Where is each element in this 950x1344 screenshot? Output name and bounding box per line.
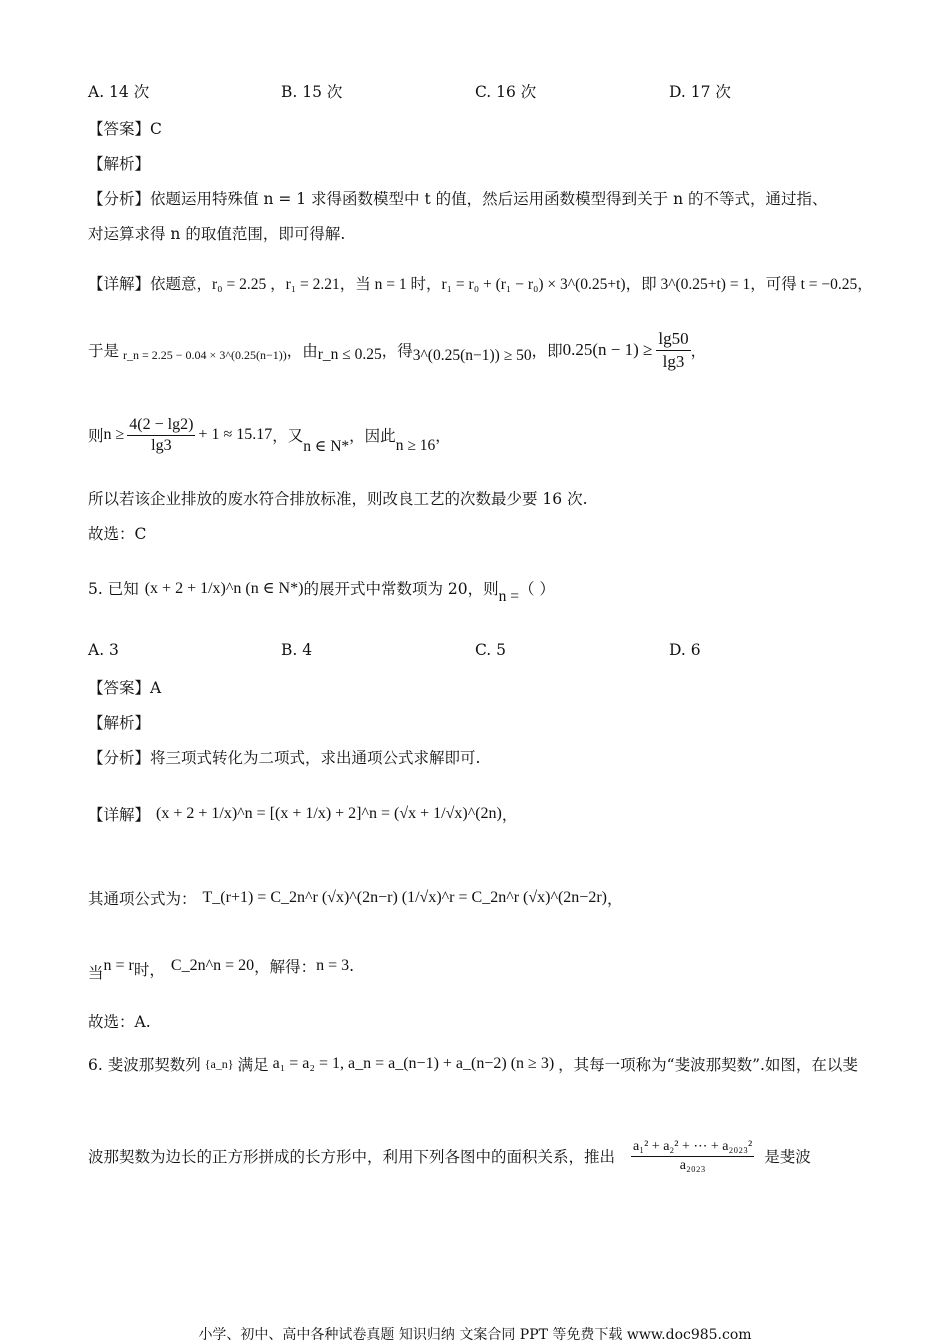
q5-stem [88, 560, 555, 616]
detail-expression: (x + 2 + 1/x)^n = [(x + 1/x) + 2]^n = (√x + 1/√x)^(2n) [156, 805, 502, 822]
text-you: ，由 [286, 342, 318, 360]
general-label: 其通项公式为： [88, 890, 197, 908]
stem-sequence: {a_n} [204, 1056, 234, 1071]
formula-c2n: C_2n^n = 20 [170, 957, 255, 974]
detail-tag: 【详解】 [88, 275, 151, 293]
q5-option-d: D. 6 [669, 641, 701, 659]
frac-den: lg3 [151, 436, 172, 454]
q5-detail [88, 784, 517, 844]
stem-text: 6. 斐波那契数列 [88, 1056, 201, 1074]
text-ji: ，即 [531, 342, 563, 360]
answer-tag: 【答案】 [88, 679, 151, 697]
fenxi-tag: 【分析】 [88, 749, 151, 767]
answer-blank: （ ） [518, 580, 555, 598]
frac-lg50-lg3 [656, 328, 690, 372]
stem-expression: (x + 2 + 1/x)^n (n ∈ N*) [144, 580, 304, 597]
text-comma: ， [606, 890, 623, 908]
formula-approx: + 1 ≈ 15.17 [198, 426, 273, 443]
answer-value: C [150, 120, 162, 138]
frac-sum-squares [631, 1138, 754, 1174]
frac-num: lg50 [656, 328, 690, 350]
q4-option-b: B. 15 次 [281, 83, 343, 101]
formula-n-in-N: n ∈ N* [303, 437, 350, 455]
text-ze: 则 [88, 427, 104, 445]
q4-answer [88, 117, 162, 139]
frac-num: 4(2 − lg2) [127, 415, 195, 436]
stem-text: 5. 已知 [88, 580, 139, 598]
formula-n-ge: n ≥ [103, 426, 125, 443]
stem-text3: ，其每一项称为“斐波那契数”.如图，在以斐 [558, 1056, 858, 1074]
text-period: . [349, 957, 355, 975]
q5-choose: 故选：A. [88, 1013, 151, 1031]
q4-detail-line3 [88, 410, 451, 460]
q4-analysis-tag: 【解析】 [88, 155, 151, 173]
page-footer: 小学、初中、高中各种试卷真题 知识归纳 文案合同 PPT 等免费下载 www.doc985.com [198, 1327, 752, 1343]
q6-stem-line2 [88, 1124, 811, 1188]
text-comma2: ， [435, 427, 451, 445]
stem-text2: 的展开式中常数项为 20，则 [303, 580, 499, 598]
general-expression: T_(r+1) = C_2n^r (√x)^(2n−r) (1/√x)^r = C_2n^r (√x)^(2n−2r) [202, 889, 607, 906]
frac-den: a₂₀₂₃ [679, 1157, 706, 1173]
frac-4-2-lg2 [127, 415, 195, 456]
text-yinci: ，因此 [349, 427, 396, 445]
detail-tag: 【详解】 [88, 806, 151, 824]
q5-fenxi [88, 746, 480, 768]
q4-option-d: D. 17 次 [669, 83, 731, 101]
frac-den: lg3 [662, 351, 685, 371]
frac-num: a₁² + a₂² + ⋯ + a₂₀₂₃² [631, 1138, 754, 1157]
answer-value: A [150, 679, 162, 697]
text-yushi: 于是 [88, 342, 120, 360]
q6-stem-line1 [88, 1042, 858, 1086]
text-dang: 当 [88, 964, 104, 982]
stem-text2: 是斐波 [764, 1148, 811, 1166]
q5-option-b: B. 4 [281, 641, 313, 659]
q5-option-a: A. 3 [88, 641, 119, 659]
q4-conclusion: 所以若该企业排放的废水符合排放标准，则改良工艺的次数最少要 16 次. [88, 490, 588, 508]
q4-detail-line2 [88, 325, 706, 375]
fenxi-text: 依题运用特殊值 n = 1 求得函数模型中 t 的值，然后运用函数模型得到关于 n 的不等式，通过指、 [150, 190, 828, 208]
stem-n-eq: n = [498, 588, 519, 605]
formula-3pow: 3^(0.25(n−1)) ≥ 50 [412, 347, 532, 364]
formula-n-eq-r: n = r [103, 957, 134, 974]
answer-tag: 【答案】 [88, 120, 151, 138]
formula-n-ge-16: n ≥ 16 [395, 437, 436, 454]
q4-fenxi-line2: 对运算求得 n 的取值范围，即可得解. [88, 225, 346, 243]
formula-rn: r_n = 2.25 − 0.04 × 3^(0.25(n−1)) [123, 347, 287, 362]
q4-fenxi-line1 [88, 187, 827, 209]
q5-when [88, 948, 354, 984]
q5-option-c: C. 5 [475, 641, 507, 659]
text-comma: ， [501, 806, 518, 824]
fenxi-tag: 【分析】 [88, 190, 151, 208]
text-jiede: ，解得： [254, 958, 317, 976]
q5-answer [88, 676, 161, 698]
stem-rule: a₁ = a₂ = 1, a_n = a_(n−1) + a_(n−2) (n ≥ 3) [272, 1055, 555, 1072]
q4-option-c: C. 16 次 [475, 83, 537, 101]
q5-general-term [88, 866, 623, 930]
q5-analysis-tag: 【解析】 [88, 714, 151, 732]
text-comma: ， [690, 342, 707, 360]
formula-ineq: 0.25(n − 1) ≥ [562, 340, 653, 359]
q4-option-a: A. 14 次 [88, 83, 150, 101]
stem-text2: 满足 [237, 1056, 269, 1074]
text-you2: ，又 [272, 427, 304, 445]
formula-rn-le: r_n ≤ 0.25 [317, 346, 382, 363]
detail-text: 依题意，r₀ = 2.25 ，r₁ = 2.21，当 n = 1 时，r₁ = r₀ + (r₁ − r₀) × 3^(0.25+t)，即 3^(0.25+t) = 1，可得 t = −0.25， [150, 276, 873, 293]
formula-n-eq-3: n = 3 [316, 957, 350, 974]
q4-detail-line1 [88, 272, 873, 294]
text-de: ，得 [381, 342, 413, 360]
q4-choose: 故选：C [88, 525, 147, 543]
fenxi-text: 将三项式转化为二项式，求出通项公式求解即可. [150, 749, 481, 767]
stem-text: 波那契数为边长的正方形拼成的长方形中，利用下列各图中的面积关系，推出 [88, 1148, 616, 1166]
text-shi: 时， [133, 961, 165, 979]
